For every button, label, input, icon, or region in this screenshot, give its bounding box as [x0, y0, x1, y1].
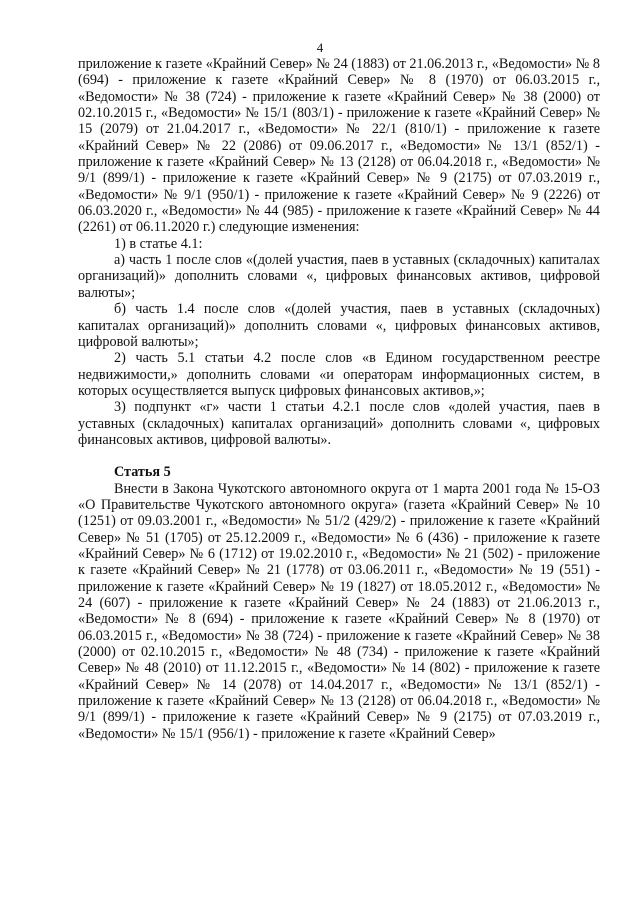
list-item-3: 3) подпункт «г» части 1 статьи 4.2.1 после слов «долей участия, паев в уставных (складочных) капиталах организаций» дополнить словами «, цифровых финансовых активов, цифровой валюты». — [78, 399, 600, 448]
article-5-title: Статья 5 — [114, 464, 171, 481]
list-item-1a: а) часть 1 после слов «(долей участия, паев в уставных (складочных) капиталах организаций)» дополнить словами «, цифровых финансовых активов, цифровой валюты»; — [78, 252, 600, 301]
list-item-1: 1) в статье 4.1: — [114, 235, 203, 252]
page-number: 4 — [316, 40, 324, 55]
article-5-text: Внести в Закона Чукотского автономного округа от 1 марта 2001 года № 15-ОЗ «О Правительстве Чукотского автономного округа» (газета «Крайний Север» № 10 (1251) от 09.03.2001 г., «Ведомости» № 51/2 (429/2) - приложение к газете «Крайний Север» № 51 (1705) от 25.12.2009 г., «Ведомости» № 6 (436) - приложение к газете «Крайний Север» № 6 (1712) от 19.02.2010 г., «Ведомости» № 21 (502) - приложение к газете «Крайний Север» № 21 (1778) от 03.06.2011 г., «Ведомости» № 19 (551) - приложение к газете «Крайний Север» № 19 (1827) от 18.05.2012 г., «Ведомости» № 24 (607) - приложение к газете «Крайний Север» № 24 (1883) от 21.06.2013 г., «Ведомости» № 8 (694) - приложение к газете «Крайний Север» № 8 (1970) от 06.03.2015 г., «Ведомости» № 38 (724) - приложение к газете «Крайний Север» № 38 (2000) от 02.10.2015 г., «Ведомости» № 48 (734) - приложение к газете «Крайний Север» № 48 (2010) от 11.12.2015 г., «Ведомости» № 14 (802) - приложение к газете «Крайний Север» № 14 (2078) от 14.04.2017 г., «Ведомости» № 13/1 (852/1) - приложение к газете «Крайний Север» № 13 (2128) от 06.04.2018 г., «Ведомости» № 9/1 (899/1) - приложение к газете «Крайний Север» № 9 (2175) от 07.03.2019 г., «Ведомости» № 15/1 (956/1) - приложение к газете «Крайний Север» — [78, 480, 600, 742]
document-body — [78, 56, 600, 742]
list-item-2: 2) часть 5.1 статьи 4.2 после слов «в Едином государственном реестре недвижимости,» дополнить словами «и операторам информационных систем, в которых осуществляется выпуск цифровых финансовых активов,»; — [78, 350, 600, 399]
intro-paragraph: приложение к газете «Крайний Север» № 24 (1883) от 21.06.2013 г., «Ведомости» № 8 (694) - приложение к газете «Крайний Север» № 8 (1970) от 06.03.2015 г., «Ведомости» № 38 (724) - приложение к газете «Крайний Север» № 38 (2000) от 02.10.2015 г., «Ведомости» № 15/1 (803/1) - приложение к газете «Крайний Север» № 15 (2079) от 21.04.2017 г., «Ведомости» № 22/1 (810/1) - приложение к газете «Крайний Север» № 22 (2086) от 09.06.2017 г., «Ведомости» № 13/1 (852/1) - приложение к газете «Крайний Север» № 13 (2128) от 06.04.2018 г., «Ведомости» № 9/1 (899/1) - приложение к газете «Крайний Север» № 9 (2175) от 07.03.2019 г., «Ведомости» № 9/1 (950/1) - приложение к газете «Крайний Север» № 9 (2226) от 06.03.2020 г., «Ведомости» № 44 (985) - приложение к газете «Крайний Север» № 44 (2261) от 06.11.2020 г.) следующие изменения: — [78, 56, 600, 236]
list-item-1b: б) часть 1.4 после слов «(долей участия, паев в уставных (складочных) капиталах организаций)» дополнить словами «, цифровых финансовых активов, цифровой валюты»; — [78, 301, 600, 350]
